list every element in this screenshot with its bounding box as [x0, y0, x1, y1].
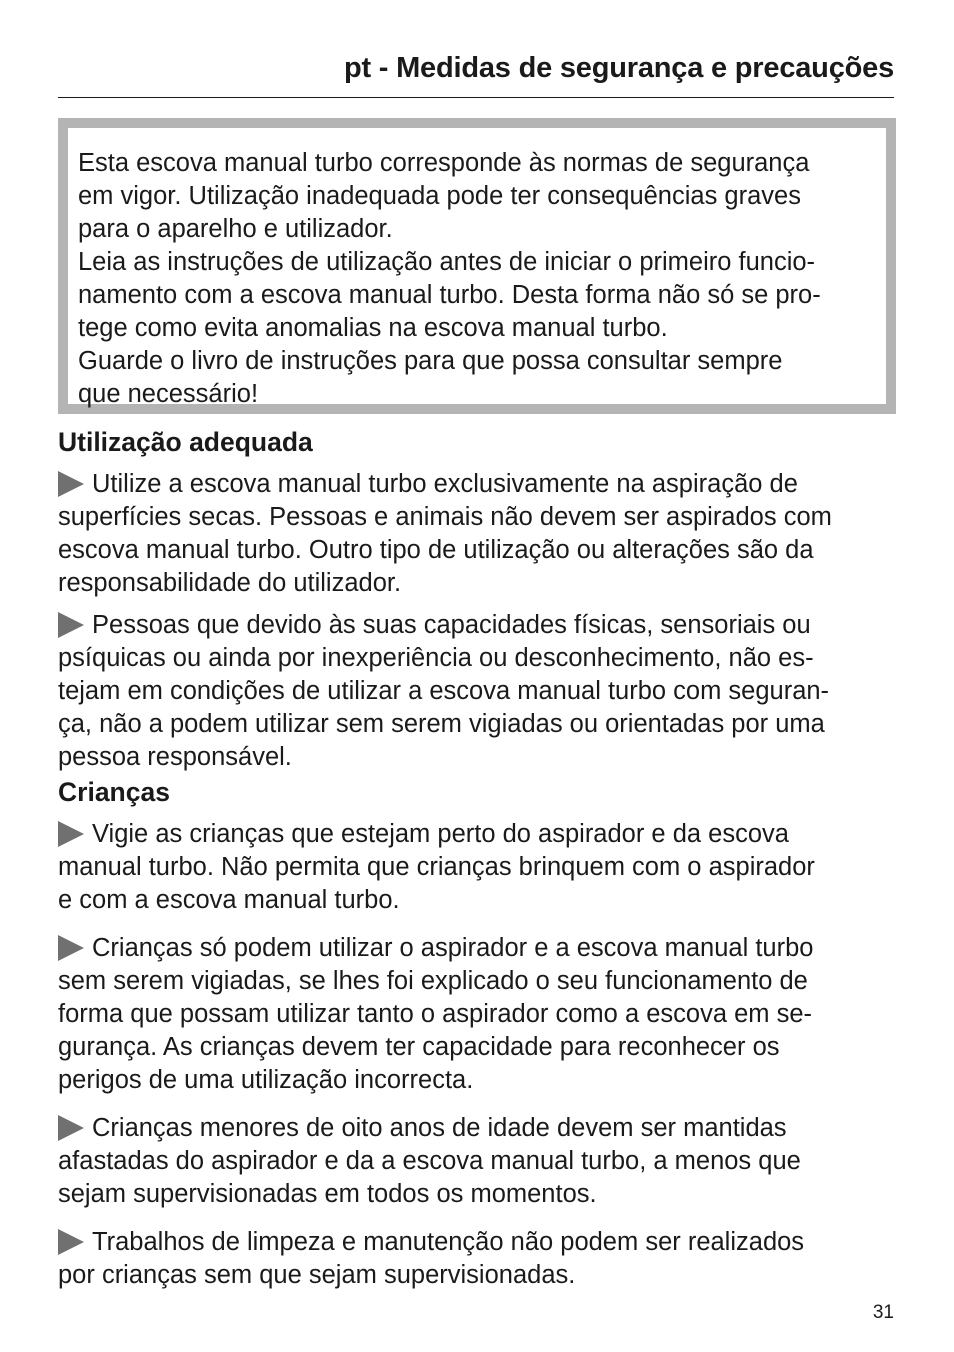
- item-line: forma que possam utilizar tanto o aspirador como a escova em se-: [58, 1000, 813, 1028]
- triangle-right-icon: [58, 471, 84, 497]
- item-line: manual turbo. Não permita que crianças brinquem com o aspirador: [58, 853, 815, 881]
- section-heading-proper-use: Utilização adequada: [58, 427, 313, 457]
- warning-line: Leia as instruções de utilização antes de iniciar o primeiro funcio-: [78, 248, 816, 276]
- triangle-right-icon: [58, 1115, 84, 1141]
- item-line: Utilize a escova manual turbo exclusivamente na aspiração de: [92, 470, 798, 498]
- triangle-right-icon: [58, 1229, 84, 1255]
- item-line: psíquicas ou ainda por inexperiência ou desconhecimento, não es-: [58, 644, 814, 672]
- bullet-item: [58, 818, 904, 917]
- warning-line: para o aparelho e utilizador.: [78, 215, 393, 243]
- item-line: gurança. As crianças devem ter capacidade para reconhecer os: [58, 1033, 780, 1061]
- item-line: Vigie as crianças que estejam perto do aspirador e da escova: [92, 820, 789, 848]
- bullet-item: [58, 932, 904, 1097]
- safety-warning-box: [58, 118, 896, 414]
- section-heading-children: Crianças: [58, 777, 170, 807]
- item-line: sem serem vigiadas, se lhes foi explicado o seu funcionamento de: [58, 967, 808, 995]
- item-line: tejam em condições de utilizar a escova manual turbo com seguran-: [58, 677, 830, 705]
- page-title: pt - Medidas de segurança e precauções: [343, 52, 894, 84]
- item-line: e com a escova manual turbo.: [58, 886, 400, 914]
- item-line: Pessoas que devido às suas capacidades físicas, sensoriais ou: [92, 611, 811, 639]
- warning-line: Esta escova manual turbo corresponde às normas de segurança: [78, 149, 810, 177]
- item-line: Crianças menores de oito anos de idade devem ser mantidas: [92, 1114, 787, 1142]
- warning-line: em vigor. Utilização inadequada pode ter consequências graves: [78, 182, 801, 210]
- item-line: Trabalhos de limpeza e manutenção não podem ser realizados: [92, 1228, 805, 1256]
- bullet-item: [58, 1112, 904, 1211]
- warning-line: namento com a escova manual turbo. Desta forma não só se pro-: [78, 281, 821, 309]
- triangle-right-icon: [58, 821, 84, 847]
- item-line: por crianças sem que sejam supervisionadas.: [58, 1261, 576, 1289]
- page-number: 31: [872, 1302, 894, 1323]
- page-header: [58, 52, 894, 98]
- item-line: ça, não a podem utilizar sem serem vigiadas ou orientadas por uma: [58, 710, 825, 738]
- bullet-item: [58, 609, 904, 774]
- item-line: escova manual turbo. Outro tipo de utilização ou alterações são da: [58, 536, 814, 564]
- item-line: superfícies secas. Pessoas e animais não devem ser aspirados com: [58, 503, 832, 531]
- safety-warning-text: [68, 128, 886, 408]
- item-line: afastadas do aspirador e da a escova manual turbo, a menos que: [58, 1147, 801, 1175]
- bullet-item: [58, 468, 904, 600]
- warning-line: tege como evita anomalias na escova manual turbo.: [78, 314, 668, 342]
- item-line: responsabilidade do utilizador.: [58, 569, 402, 597]
- item-line: pessoa responsável.: [58, 743, 292, 771]
- bullet-item: [58, 1226, 904, 1292]
- item-line: perigos de uma utilização incorrecta.: [58, 1066, 474, 1094]
- item-line: Crianças só podem utilizar o aspirador e a escova manual turbo: [92, 934, 814, 962]
- item-line: sejam supervisionadas em todos os momentos.: [58, 1180, 597, 1208]
- warning-line: Guarde o livro de instruções para que possa consultar sempre: [78, 347, 783, 375]
- main-content: [58, 424, 904, 1292]
- triangle-right-icon: [58, 935, 84, 961]
- triangle-right-icon: [58, 612, 84, 638]
- warning-line: que necessário!: [78, 380, 259, 408]
